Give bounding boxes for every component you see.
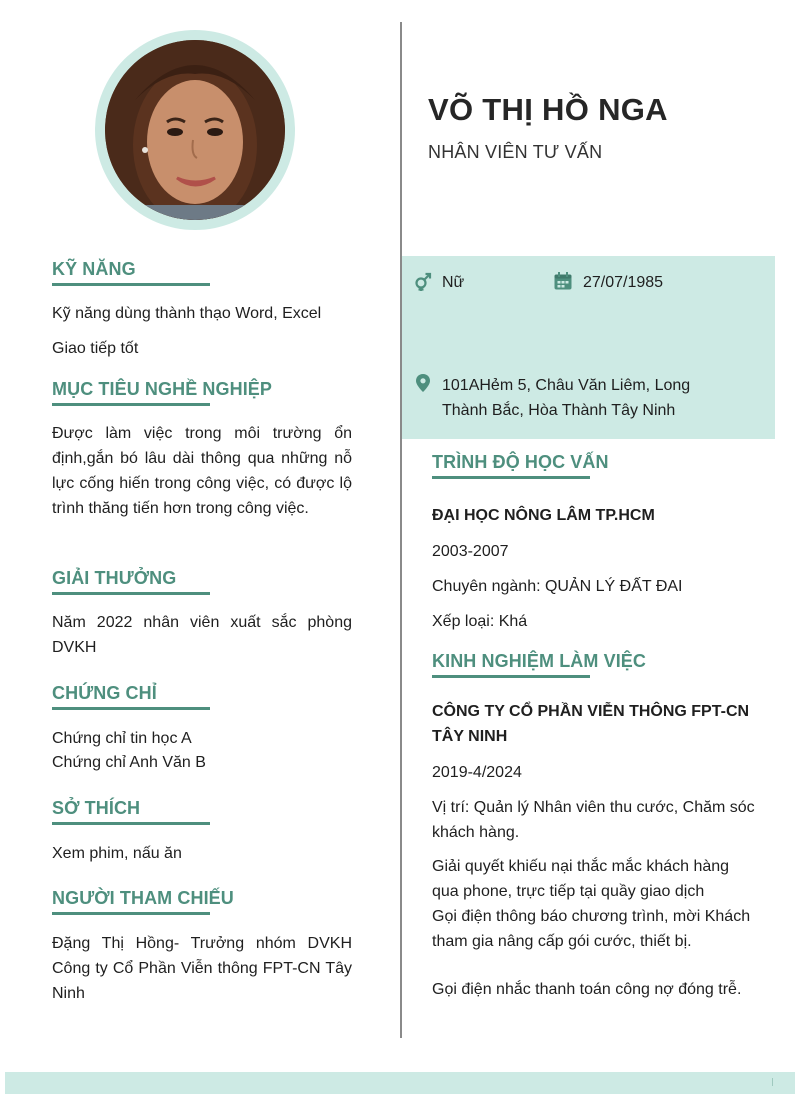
gender-icon bbox=[413, 271, 433, 291]
calendar-icon bbox=[553, 271, 573, 291]
certificates-heading: CHỨNG CHỈ bbox=[52, 683, 157, 703]
avatar-frame bbox=[95, 30, 295, 230]
hobbies-underline bbox=[52, 822, 210, 825]
experience-duty: Giải quyết khiếu nại thắc mắc khách hàng qua phone, trực tiếp tại quầy giao dịch bbox=[432, 858, 730, 900]
education-period: 2003-2007 bbox=[432, 543, 509, 560]
gender-value: Nữ bbox=[442, 274, 465, 291]
education-underline bbox=[432, 476, 590, 479]
objective-text: Được làm việc trong môi trường ổn định,gắn bó lâu dài thông qua những nỗ lực cống hiến trong công việc, có được lộ trình thăng tiến hơn trong công việc. bbox=[52, 425, 352, 517]
address-line-1: 101AHẻm 5, Châu Văn Liêm, Long bbox=[442, 377, 691, 394]
footer-mark bbox=[772, 1078, 773, 1086]
avatar-portrait-icon bbox=[105, 40, 285, 220]
skills-heading: KỸ NĂNG bbox=[52, 259, 136, 279]
job-title: NHÂN VIÊN TƯ VẤN bbox=[428, 142, 603, 162]
experience-duty: Gọi điện nhắc thanh toán công nợ đóng trễ. bbox=[432, 981, 742, 998]
experience-underline bbox=[432, 675, 590, 678]
hobbies-heading: SỞ THÍCH bbox=[52, 798, 141, 818]
objective-underline bbox=[52, 403, 210, 406]
location-pin-icon bbox=[413, 373, 433, 393]
birthdate-value: 27/07/1985 bbox=[583, 274, 664, 291]
experience-period: 2019-4/2024 bbox=[432, 764, 522, 781]
certificate-item: Chứng chỉ tin học A bbox=[52, 730, 192, 747]
certificate-item: Chứng chỉ Anh Văn B bbox=[52, 754, 206, 771]
education-major: Chuyên ngành: QUẢN LÝ ĐẤT ĐAI bbox=[432, 578, 683, 595]
references-heading: NGƯỜI THAM CHIẾU bbox=[52, 888, 234, 908]
references-underline bbox=[52, 912, 210, 915]
personal-info-panel bbox=[402, 256, 775, 439]
certificates-underline bbox=[52, 707, 210, 710]
skills-underline bbox=[52, 283, 210, 286]
hobbies-text: Xem phim, nấu ăn bbox=[52, 845, 182, 862]
experience-position: Vị trí: Quản lý Nhân viên thu cước, Chăm sóc khách hàng. bbox=[432, 799, 755, 841]
education-heading: TRÌNH ĐỘ HỌC VẤN bbox=[432, 452, 609, 472]
objective-heading: MỤC TIÊU NGHỀ NGHIỆP bbox=[52, 379, 273, 399]
awards-heading: GIẢI THƯỞNG bbox=[52, 568, 177, 588]
experience-duty: Gọi điện thông báo chương trình, mời Khách tham gia nâng cấp gói cước, thiết bị. bbox=[432, 908, 751, 950]
skill-item: Giao tiếp tốt bbox=[52, 340, 139, 357]
education-school: ĐẠI HỌC NÔNG LÂM TP.HCM bbox=[432, 507, 655, 524]
column-divider bbox=[400, 22, 402, 1038]
footer-bar bbox=[5, 1072, 795, 1094]
skill-item: Kỹ năng dùng thành thạo Word, Excel bbox=[52, 305, 322, 322]
references-text: Đặng Thị Hồng- Trưởng nhóm DVKH Công ty Cổ Phần Viễn thông FPT-CN Tây Ninh bbox=[52, 935, 352, 1002]
full-name: VÕ THỊ HỒ NGA bbox=[428, 92, 668, 127]
education-grade: Xếp loại: Khá bbox=[432, 613, 528, 630]
experience-company: CÔNG TY CỔ PHẦN VIỄN THÔNG FPT-CN TÂY NINH bbox=[432, 703, 750, 745]
address-line-2: Thành Bắc, Hòa Thành Tây Ninh bbox=[442, 402, 676, 419]
avatar bbox=[105, 40, 285, 220]
experience-heading: KINH NGHIỆM LÀM VIỆC bbox=[432, 651, 647, 671]
awards-text: Năm 2022 nhân viên xuất sắc phòng DVKH bbox=[52, 614, 352, 656]
awards-underline bbox=[52, 592, 210, 595]
